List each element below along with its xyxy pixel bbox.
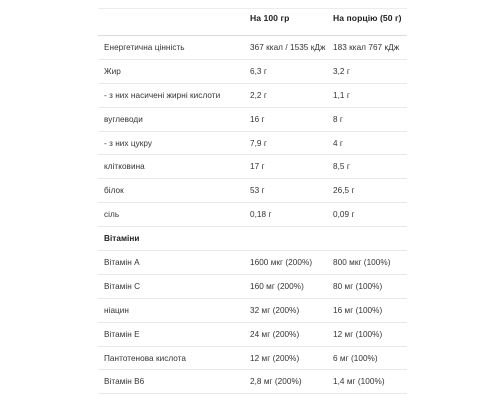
table-row — [98, 84, 407, 108]
table-row — [98, 132, 407, 156]
table-row — [98, 203, 407, 227]
value-per-portion: 1,1 г — [333, 90, 350, 100]
value-per-portion: 0,09 г — [333, 210, 355, 220]
value-per-100: 17 г — [250, 162, 265, 172]
value-per-portion: 16 мг (100%) — [333, 305, 383, 315]
nutrient-name: ніацин — [104, 305, 129, 315]
value-per-portion: 4 г — [333, 138, 343, 148]
vitamins-section-header — [98, 227, 407, 251]
value-per-portion: 8,5 г — [333, 162, 350, 172]
value-per-portion: 1,4 мг (100%) — [333, 377, 385, 387]
nutrient-name: Енергетична цінність — [104, 42, 185, 52]
nutrient-name: - з них цукру — [104, 138, 153, 148]
table-row — [98, 60, 407, 84]
value-per-100: 24 мг (200%) — [250, 329, 300, 339]
value-per-100: 367 ккал / 1535 кДж — [250, 42, 326, 52]
value-per-portion: 183 ккал 767 кДж — [333, 42, 400, 52]
table-row — [98, 323, 407, 347]
value-per-100: 2,2 г — [250, 90, 267, 100]
nutrition-table — [98, 0, 407, 394]
table-header-row — [98, 0, 407, 36]
table-row — [98, 347, 407, 371]
nutrient-name: Вітамін B6 — [104, 377, 145, 387]
nutrient-name: сіль — [104, 210, 120, 220]
table-row — [98, 108, 407, 132]
value-per-portion: 6 мг (100%) — [333, 353, 378, 363]
value-per-100: 16 г — [250, 114, 265, 124]
nutrient-name: вуглеводи — [104, 114, 143, 124]
nutrient-name: Пантотенова кислота — [104, 353, 187, 363]
nutrient-name: Вітамін A — [104, 257, 140, 267]
nutrient-name: - з них насичені жирні кислоти — [104, 90, 221, 100]
table-row — [98, 155, 407, 179]
value-per-portion: 12 мг (100%) — [333, 329, 383, 339]
nutrient-name: білок — [104, 186, 124, 196]
table-row — [98, 179, 407, 203]
table-row — [98, 251, 407, 275]
value-per-100: 160 мг (200%) — [250, 281, 304, 291]
table-row — [98, 36, 407, 60]
table-row — [98, 299, 407, 323]
nutrient-name: Вітамін C — [104, 281, 141, 291]
nutrient-name: клітковина — [104, 162, 145, 172]
value-per-100: 2,8 мг (200%) — [250, 377, 302, 387]
value-per-100: 1600 мкг (200%) — [250, 257, 313, 267]
value-per-portion: 800 мкг (100%) — [333, 257, 391, 267]
value-per-100: 53 г — [250, 186, 265, 196]
value-per-portion: 3,2 г — [333, 66, 350, 76]
table-row — [98, 275, 407, 299]
table-row — [98, 370, 407, 394]
value-per-portion: 8 г — [333, 114, 343, 124]
value-per-100: 0,18 г — [250, 210, 272, 220]
nutrient-name: Вітамін E — [104, 329, 140, 339]
value-per-portion: 26,5 г — [333, 186, 355, 196]
section-title: Вітаміни — [104, 234, 140, 244]
value-per-100: 7,9 г — [250, 138, 267, 148]
value-per-100: 32 мг (200%) — [250, 305, 300, 315]
header-per-100: На 100 гр — [250, 12, 290, 23]
value-per-100: 12 мг (200%) — [250, 353, 300, 363]
header-per-portion: На порцію (50 г) — [333, 12, 402, 23]
value-per-portion: 80 мг (100%) — [333, 281, 383, 291]
nutrient-name: Жир — [104, 66, 121, 76]
value-per-100: 6,3 г — [250, 66, 267, 76]
